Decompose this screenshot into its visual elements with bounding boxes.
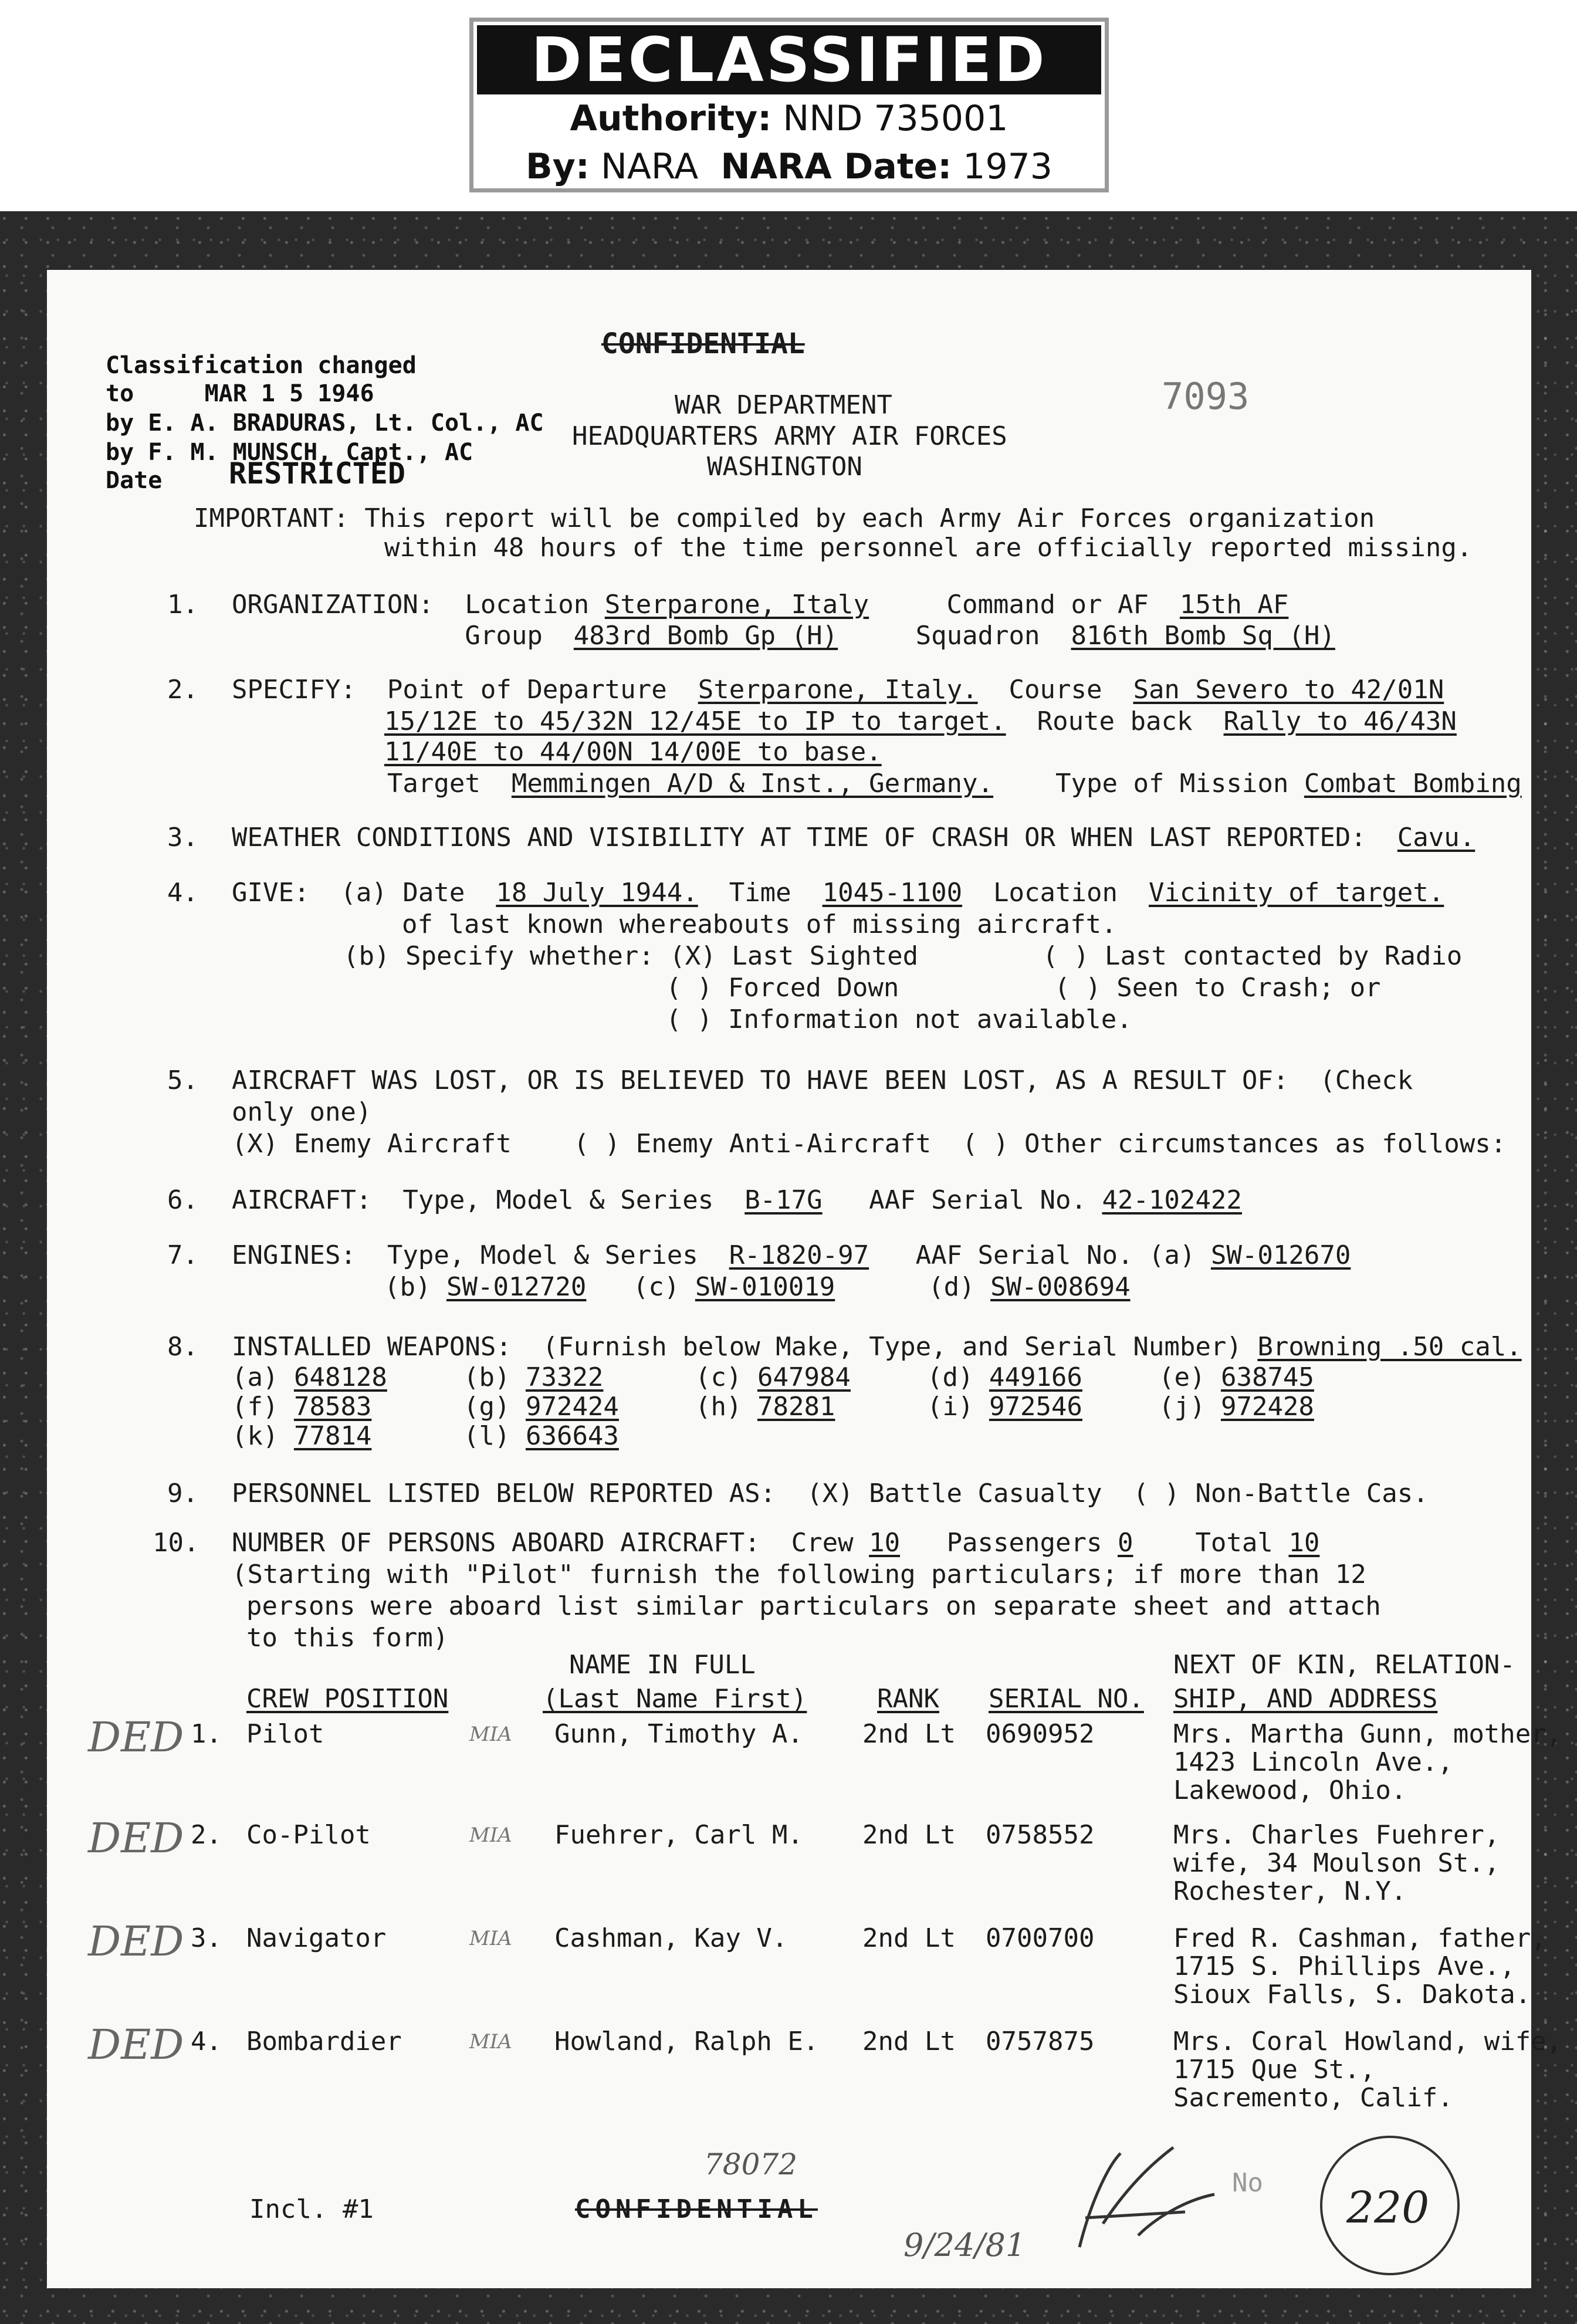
crew-count: 10 — [869, 1528, 901, 1558]
crew-rank: 2nd Lt — [862, 1719, 956, 1749]
crew-position: Co-Pilot — [246, 1820, 371, 1850]
section-8-line-1: INSTALLED WEAPONS: (Furnish below Make, Type, and Serial Number) Browning .50 cal. — [232, 1332, 1522, 1362]
weapon-serial: (d) 449166 — [927, 1362, 1082, 1392]
weapon-serial: (j) 972428 — [1159, 1392, 1314, 1422]
restricted-stamp: RESTRICTED — [229, 456, 406, 490]
next-of-kin-address: 1423 Lincoln Ave., — [1173, 1747, 1453, 1777]
col-position: CREW POSITION — [246, 1684, 449, 1714]
important-line-2: within 48 hours of the time personnel are officially reported missing. — [384, 533, 1473, 563]
engine-model: R-1820-97 — [729, 1240, 869, 1270]
section-5-line-3: (X) Enemy Aircraft ( ) Enemy Anti-Aircraft ( ) Other circumstances as follows: — [232, 1129, 1507, 1159]
section-5-line-2: only one) — [232, 1097, 372, 1127]
org-squadron: 816th Bomb Sq (H) — [1071, 621, 1335, 651]
declassified-stamp — [469, 18, 1109, 192]
next-of-kin: Mrs. Martha Gunn, mother, — [1173, 1719, 1562, 1749]
inclosure-label: Incl. #1 — [249, 2194, 374, 2224]
next-of-kin-address: Sacremento, Calif. — [1173, 2083, 1453, 2113]
next-of-kin-address: 1715 Que St., — [1173, 2055, 1376, 2085]
mia-annotation: MIA — [469, 1927, 512, 1950]
crew-position: Pilot — [246, 1719, 324, 1749]
section-6-line: AIRCRAFT: Type, Model & Series B-17G AAF Serial No. 42-102422 — [232, 1185, 1242, 1215]
col-kin: SHIP, AND ADDRESS — [1173, 1684, 1438, 1714]
crew-name: Cashman, Kay V. — [554, 1923, 788, 1953]
loss-date: 18 July 1944. — [496, 878, 698, 908]
weapon-serial: (b) 73322 — [463, 1362, 604, 1392]
initials-scribble — [1068, 2130, 1232, 2265]
section-7-line-1: ENGINES: Type, Model & Series R-1820-97 AAF Serial No. (a) SW-012670 — [232, 1240, 1351, 1270]
crew-rank: 2nd Lt — [862, 1820, 956, 1850]
header-line-3: WASHINGTON — [707, 452, 862, 482]
crew-position: Navigator — [246, 1923, 387, 1953]
next-of-kin-address: wife, 34 Moulson St., — [1173, 1848, 1500, 1878]
next-of-kin-address: Rochester, N.Y. — [1173, 1876, 1407, 1906]
section-7-number: 7. — [167, 1240, 198, 1270]
weapon-serial: (k) 77814 — [232, 1421, 372, 1451]
document-number: 7093 — [1162, 375, 1250, 418]
section-2-line-3 — [384, 737, 882, 767]
crew-serial: 0757875 — [986, 2027, 1095, 2056]
margin-annotation: DED — [88, 2021, 184, 2069]
route-back-1: Rally to 46/43N — [1223, 706, 1457, 736]
header-line-2: HEADQUARTERS ARMY AIR FORCES — [572, 421, 1007, 451]
margin-annotation: DED — [88, 1814, 184, 1862]
weapon-serial: (l) 636643 — [463, 1421, 619, 1451]
crew-row-number: 2. — [191, 1820, 222, 1850]
crew-serial: 0700700 — [986, 1923, 1095, 1953]
weather: Cavu. — [1397, 823, 1476, 853]
section-10-line-1: NUMBER OF PERSONS ABOARD AIRCRAFT: Crew 10 Passengers 0 Total 10 — [232, 1528, 1320, 1558]
section-3-number: 3. — [167, 823, 198, 853]
loss-time: 1045-1100 — [822, 878, 963, 908]
col-kin-top: NEXT OF KIN, RELATION- — [1173, 1650, 1515, 1680]
stamp-title: DECLASSIFIED — [477, 25, 1101, 94]
handwritten-date: 9/24/81 — [903, 2227, 1026, 2264]
crew-name: Howland, Ralph E. — [554, 2027, 819, 2056]
reclass-line-1: Classification changed — [106, 352, 417, 379]
course-part-2: 15/12E to 45/32N 12/45E to IP to target. — [384, 706, 1006, 736]
mia-annotation: MIA — [469, 1723, 512, 1746]
col-serial: SERIAL NO. — [989, 1684, 1144, 1714]
circled-number-text: 220 — [1346, 2183, 1430, 2233]
section-7-line-2: (b) SW-012720 (c) SW-010019 (d) SW-008694 — [384, 1272, 1131, 1302]
next-of-kin-address: Lakewood, Ohio. — [1173, 1775, 1407, 1805]
reclass-line-3: by E. A. BRADURAS, Lt. Col., AC — [106, 410, 544, 437]
mia-annotation: MIA — [469, 1824, 512, 1847]
next-of-kin-address: 1715 S. Phillips Ave., — [1173, 1951, 1515, 1981]
section-1-line-2: Group 483rd Bomb Gp (H) Squadron 816th Bomb Sq (H) — [232, 621, 1335, 651]
section-5-line-1: AIRCRAFT WAS LOST, OR IS BELIEVED TO HAVE BEEN LOST, AS A RESULT OF: (Check — [232, 1065, 1413, 1095]
crew-name: Fuehrer, Carl M. — [554, 1820, 803, 1850]
org-group: 483rd Bomb Gp (H) — [573, 621, 838, 651]
total-count: 10 — [1288, 1528, 1320, 1558]
footer-number: 78072 — [704, 2147, 798, 2181]
reclass-line-5: Date — [106, 467, 163, 494]
col-name-top: NAME IN FULL — [569, 1650, 756, 1680]
weapon-serial: (h) 78281 — [695, 1392, 835, 1422]
section-10-line-2: (Starting with "Pilot" furnish the following particulars; if more than 12 — [232, 1560, 1366, 1589]
section-4-number: 4. — [167, 878, 198, 908]
section-2-number: 2. — [167, 675, 198, 705]
crew-position: Bombardier — [246, 2027, 402, 2056]
weapon-serial: (e) 638745 — [1159, 1362, 1314, 1392]
section-1-number: 1. — [167, 590, 198, 620]
next-of-kin: Mrs. Charles Fuehrer, — [1173, 1820, 1500, 1850]
section-2-line-1: SPECIFY: Point of Departure Sterparone, Italy. Course San Severo to 42/01N — [232, 675, 1444, 705]
section-8-number: 8. — [167, 1332, 198, 1362]
loss-location: Vicinity of target. — [1148, 878, 1444, 908]
weapon-serial: (c) 647984 — [695, 1362, 851, 1392]
next-of-kin: Fred R. Cashman, father, — [1173, 1923, 1546, 1953]
crew-row-number: 4. — [191, 2027, 222, 2056]
engine-serial-d: SW-008694 — [990, 1272, 1131, 1302]
reclass-line-2: to MAR 1 5 1946 — [106, 380, 374, 407]
document-page — [47, 270, 1562, 2288]
classification-top: CONFIDENTIAL — [601, 327, 805, 360]
aircraft-serial: 42-102422 — [1102, 1185, 1242, 1215]
org-command: 15th AF — [1179, 590, 1289, 620]
weapon-serial: (g) 972424 — [463, 1392, 619, 1422]
course-part-1: San Severo to 42/01N — [1133, 675, 1444, 705]
aircraft-model: B-17G — [744, 1185, 823, 1215]
route-back-2: 11/40E to 44/00N 14/00E to base. — [384, 737, 882, 767]
section-2-line-4: Target Memmingen A/D & Inst., Germany. Type of Mission Combat Bombing — [232, 769, 1522, 799]
section-2-line-2: 15/12E to 45/32N 12/45E to IP to target. Route back Rally to 46/43N — [384, 706, 1457, 736]
col-name: (Last Name First) — [543, 1684, 807, 1714]
margin-annotation: DED — [88, 1713, 184, 1761]
section-9-number: 9. — [167, 1479, 198, 1508]
header-line-1: WAR DEPARTMENT — [675, 390, 892, 420]
section-4-line-2: of last known whereabouts of missing aircraft. — [402, 909, 1117, 939]
engine-serial-c: SW-010019 — [695, 1272, 835, 1302]
passenger-count: 0 — [1117, 1528, 1133, 1558]
section-5-number: 5. — [167, 1065, 198, 1095]
crew-serial: 0758552 — [986, 1820, 1095, 1850]
crew-serial: 0690952 — [986, 1719, 1095, 1749]
org-location: Sterparone, Italy — [604, 590, 869, 620]
section-1-line-1: ORGANIZATION: Location Sterparone, Italy Command or AF 15th AF — [232, 590, 1289, 620]
next-of-kin: Mrs. Coral Howland, wife, — [1173, 2027, 1562, 2056]
stamp-by: By: NARA NARA Date: 1973 — [526, 146, 1053, 187]
crew-rank: 2nd Lt — [862, 1923, 956, 1953]
engine-serial-a: SW-012670 — [1210, 1240, 1351, 1270]
crew-rank: 2nd Lt — [862, 2027, 956, 2056]
section-4-line-1: GIVE: (a) Date 18 July 1944. Time 1045-1100 Location Vicinity of target. — [232, 878, 1444, 908]
weapon-serial: (f) 78583 — [232, 1392, 372, 1422]
reclass-line-4: by F. M. MUNSCH, Capt., AC — [106, 439, 473, 466]
crew-row-number: 1. — [191, 1719, 222, 1749]
section-4-line-3: (b) Specify whether: (X) Last Sighted ( ) Last contacted by Radio — [343, 941, 1463, 971]
col-rank: RANK — [877, 1684, 939, 1714]
important-line-1: IMPORTANT: This report will be compiled by each Army Air Forces organization — [194, 503, 1375, 533]
mission-type: Combat Bombing — [1304, 769, 1522, 799]
crew-name: Gunn, Timothy A. — [554, 1719, 803, 1749]
section-10-line-4: to this form) — [246, 1623, 449, 1653]
departure-point: Sterparone, Italy. — [698, 675, 978, 705]
section-9-line: PERSONNEL LISTED BELOW REPORTED AS: (X) Battle Casualty ( ) Non-Battle Cas. — [232, 1479, 1429, 1508]
no-label: No — [1232, 2168, 1263, 2198]
section-3-line: WEATHER CONDITIONS AND VISIBILITY AT TIME OF CRASH OR WHEN LAST REPORTED: Cavu. — [232, 823, 1476, 853]
target: Memmingen A/D & Inst., Germany. — [511, 769, 994, 799]
section-6-number: 6. — [167, 1185, 198, 1215]
section-10-line-3: persons were aboard list similar particulars on separate sheet and attach — [246, 1591, 1381, 1621]
weapon-serial: (i) 972546 — [927, 1392, 1082, 1422]
weapon-make: Browning .50 cal. — [1257, 1332, 1522, 1362]
section-10-number: 10. — [153, 1528, 199, 1558]
classification-bottom: CONFIDENTIAL — [575, 2194, 818, 2224]
margin-annotation: DED — [88, 1917, 184, 1966]
crew-row-number: 3. — [191, 1923, 222, 1953]
mia-annotation: MIA — [469, 2030, 512, 2054]
weapon-serial: (a) 648128 — [232, 1362, 387, 1392]
section-4-line-5: ( ) Information not available. — [666, 1004, 1132, 1034]
section-4-line-4: ( ) Forced Down ( ) Seen to Crash; or — [666, 973, 1381, 1003]
stamp-authority: Authority: NND 735001 — [570, 98, 1009, 139]
next-of-kin-address: Sioux Falls, S. Dakota. — [1173, 1980, 1531, 2010]
engine-serial-b: SW-012720 — [446, 1272, 587, 1302]
